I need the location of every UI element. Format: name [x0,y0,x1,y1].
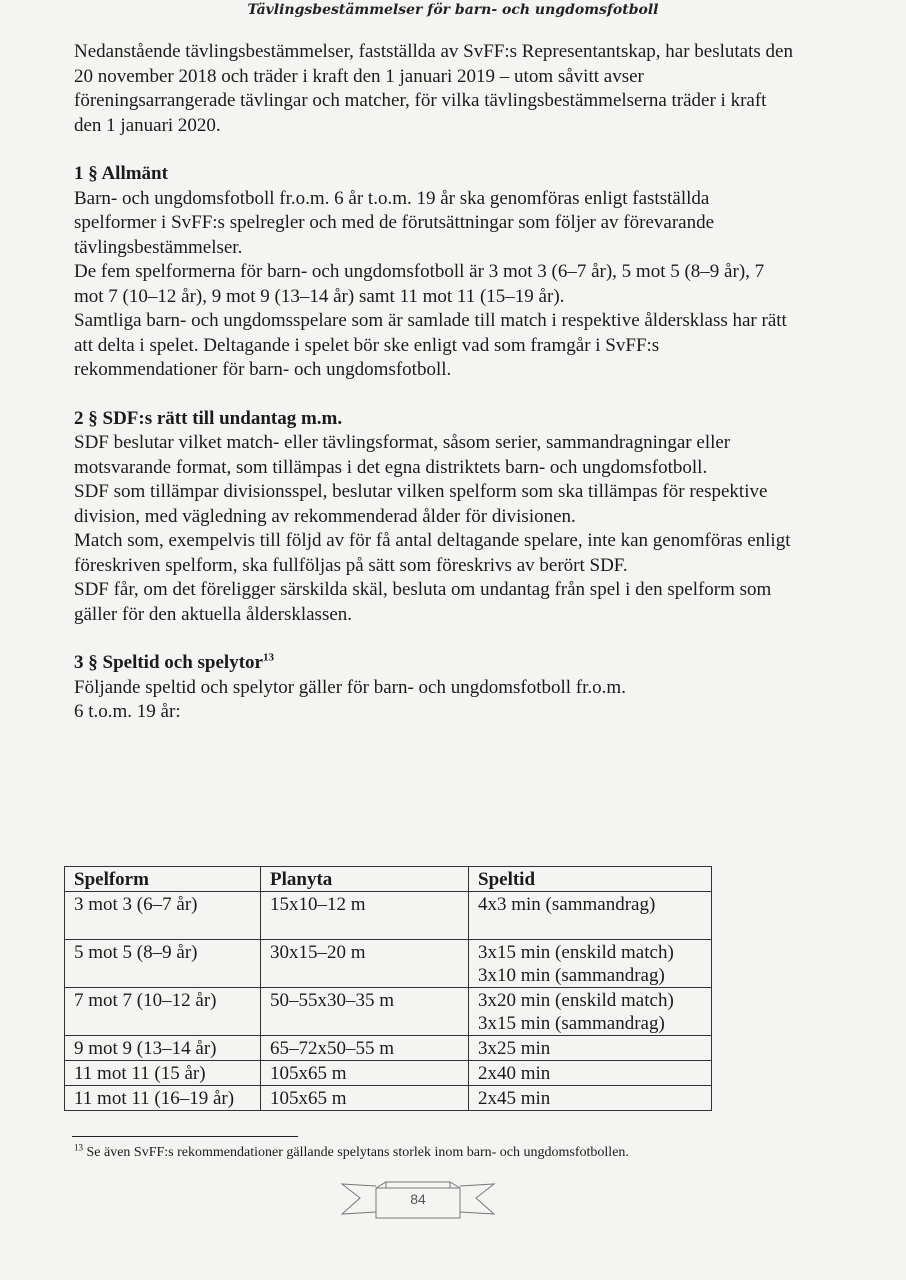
page-number-banner [338,1178,498,1220]
cell-spelform: 11 mot 11 (16–19 år) [65,1086,261,1111]
cell-planyta: 105x65 m [261,1061,469,1086]
footnote-divider [72,1136,298,1137]
cell-spelform: 11 mot 11 (15 år) [65,1061,261,1086]
document-body [74,40,794,725]
table-header-row [65,867,712,892]
speltid-table [64,866,712,1111]
cell-planyta: 15x10–12 m [261,892,469,940]
column-header: Speltid [469,867,712,892]
cell-speltid: 2x45 min [469,1086,712,1111]
section-heading: 1 § Allmänt [74,163,168,184]
footnote [74,1142,629,1161]
table-row [65,988,712,1036]
speltid-line: 3x15 min (sammandrag) [478,1013,665,1034]
section-3 [74,651,794,725]
column-header: Spelform [65,867,261,892]
paragraph: Match som, exempelvis till följd av för få antal deltagande spelare, inte kan genomföras enligt föreskriven spelform, ska fullföljas på sätt som föreskrivs av berört SDF. [74,530,791,576]
table-row [65,892,712,940]
paragraph: SDF som tillämpar divisionsspel, beslutar vilken spelform som ska tillämpas för respektive division, med vägledning av rekommenderad ålder för divisionen. [74,481,768,527]
section-1 [74,162,794,383]
table-row [65,1061,712,1086]
cell-planyta: 65–72x50–55 m [261,1036,469,1061]
section-heading: 2 § SDF:s rätt till undantag m.m. [74,407,343,429]
table-row [65,1086,712,1111]
footnote-ref: 13 [262,651,274,664]
cell-spelform: 3 mot 3 (6–7 år) [65,892,261,940]
column-header: Planyta [261,867,469,892]
section-heading [74,651,794,676]
cell-spelform: 9 mot 9 (13–14 år) [65,1036,261,1061]
paragraph: Barn- och ungdomsfotboll fr.o.m. 6 år t.o.m. 19 år ska genomföras enligt fastställda spelformer i SvFF:s spelregler och med de förutsättningar som följer av förevarande tävlingsbestämmelser. [74,187,715,258]
page-number: 84 [410,1191,426,1207]
paragraph: Samtliga barn- och ungdomsspelare som är samlade till match i respektive åldersklass har rätt att delta i spelet. Deltagande i spelet bör ske enligt vad som framgår i SvFF:s rekommendationer för barn- och ungdomsfotboll. [74,310,787,380]
cell-spelform: 7 mot 7 (10–12 år) [65,988,261,1036]
paragraph: Följande speltid och spelytor gäller för barn- och ungdomsfotboll fr.o.m. 6 t.o.m. 19 år: [74,676,626,722]
speltid-line: 3x10 min (sammandrag) [478,965,665,986]
paragraph: SDF får, om det föreligger särskilda skäl, besluta om undantag från spel i den spelform som gäller för den aktuella åldersklassen. [74,579,772,625]
cell-speltid: 4x3 min (sammandrag) [469,892,712,940]
section-heading-text: 3 § Speltid och spelytor [74,652,263,673]
cell-planyta: 50–55x30–35 m [261,988,469,1036]
section-2 [74,407,794,628]
speltid-line: 3x15 min (enskild match) [478,942,674,963]
speltid-line: 3x20 min (enskild match) [478,990,674,1011]
running-header: Tävlingsbestämmelser för barn- och ungdomsfotboll [247,2,659,18]
paragraph: De fem spelformerna för barn- och ungdomsfotboll är 3 mot 3 (6–7 år), 5 mot 5 (8–9 år), 7 mot 7 (10–12 år), 9 mot 9 (13–14 år) samt 11 mot 11 (15–19 år). [74,261,765,307]
footnote-text: Se även SvFF:s rekommendationer gällande spelytans storlek inom barn- och ungdomsfotbollen. [86,1145,629,1160]
cell-speltid: 2x40 min [469,1061,712,1086]
cell-speltid: 3x25 min [469,1036,712,1061]
cell-spelform: 5 mot 5 (8–9 år) [65,940,261,988]
cell-planyta: 30x15–20 m [261,940,469,988]
cell-speltid [469,940,712,988]
intro-paragraph: Nedanstående tävlingsbestämmelser, fastställda av SvFF:s Representantskap, har beslutats den 20 november 2018 och träder i kraft den 1 januari 2019 – utom såvitt avser föreningsarrangerade tävlingar och matcher, för vilka tävlingsbestämmelserna träder i kraft den 1 januari 2020. [74,41,793,136]
table-row [65,1036,712,1061]
paragraph: SDF beslutar vilket match- eller tävlingsformat, såsom serier, sammandragningar eller motsvarande format, som tillämpas i det egna distriktets barn- och ungdomsfotboll. [74,432,731,478]
table-row [65,940,712,988]
cell-planyta: 105x65 m [261,1086,469,1111]
footnote-number: 13 [74,1142,83,1153]
cell-speltid [469,988,712,1036]
